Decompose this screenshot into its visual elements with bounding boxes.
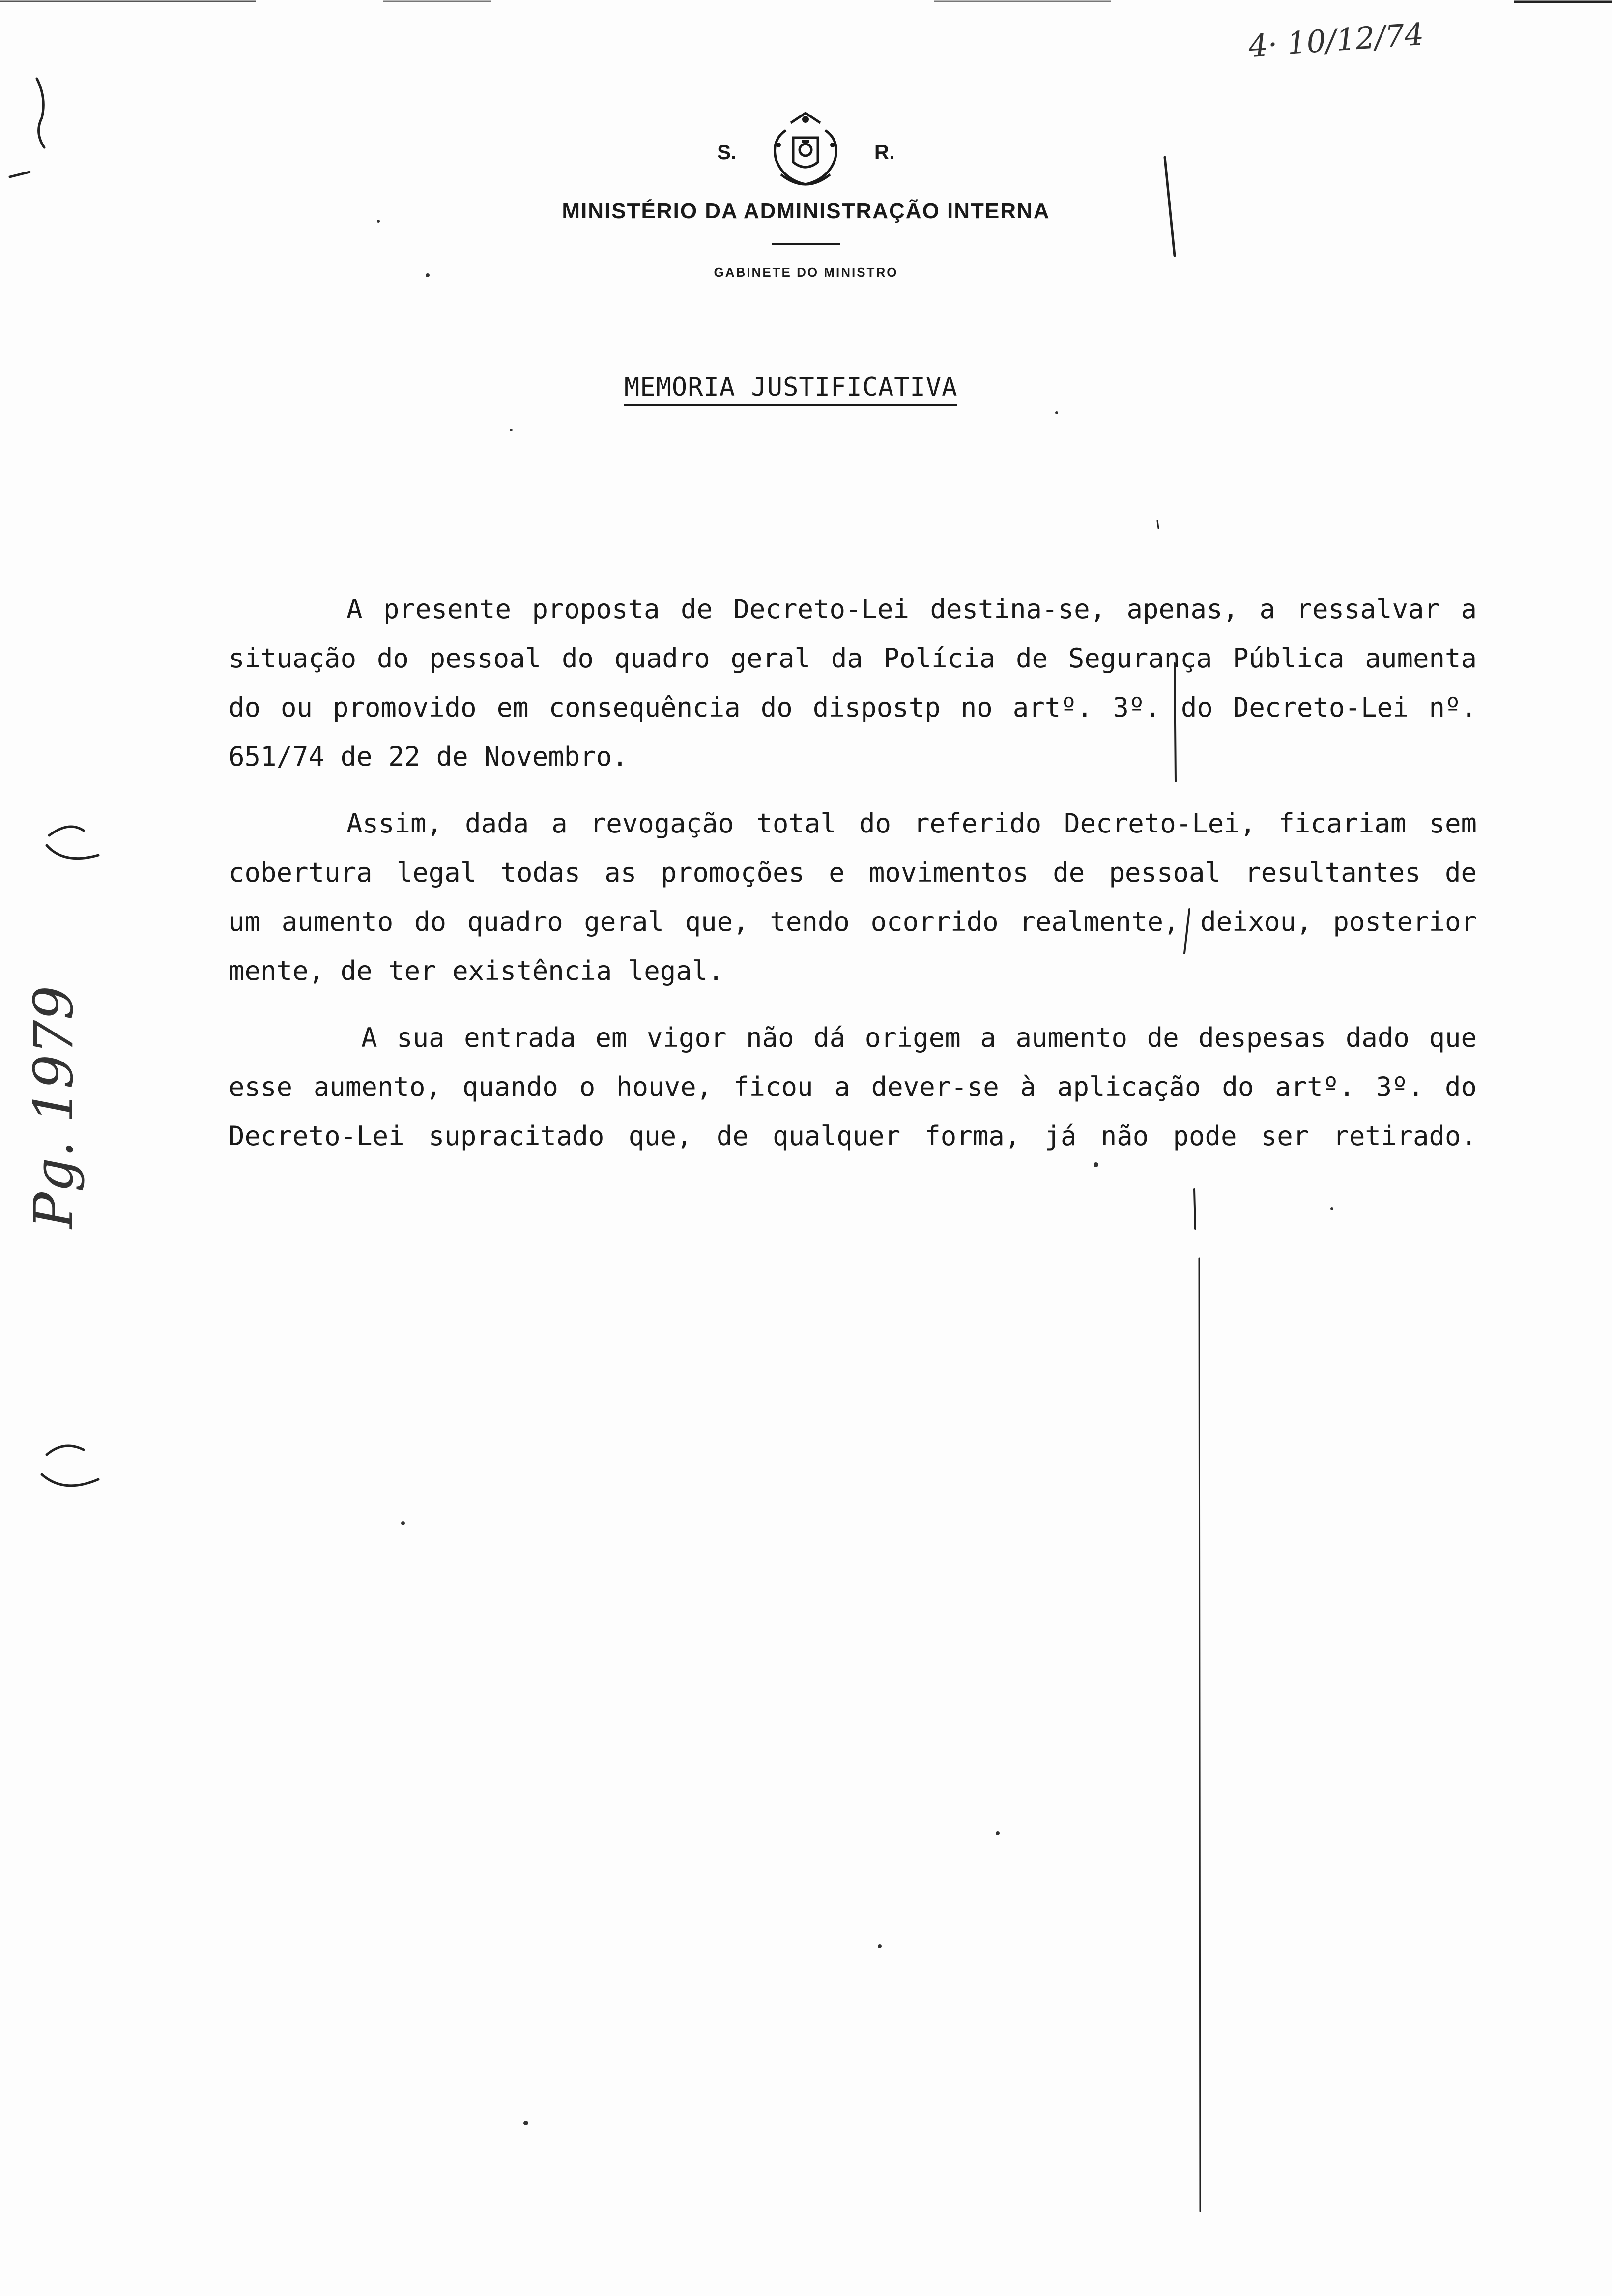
text-line: mente, de ter existência legal. <box>229 955 724 986</box>
text-line: um aumento do quadro geral que, tendo ocorrido realmente, deixou, posterior <box>229 906 1477 937</box>
letterhead-left-letter: S. <box>717 141 737 164</box>
handwritten-margin-note: Pg. 1979 <box>22 985 85 1229</box>
text-line: do ou promovido em consequência do dispostp no artº. 3º. do Decreto-Lei nº. <box>229 692 1477 723</box>
text-line: Decreto-Lei supracitado que, de qualquer forma, já não pode ser retirado. <box>229 1120 1477 1151</box>
text-line: 651/74 de 22 de Novembro. <box>229 741 628 772</box>
text-line: A sua entrada em vigor não dá origem a aumento de despesas dado que <box>361 1022 1477 1053</box>
text-line: Assim, dada a revogação total do referido Decreto-Lei, ficariam sem <box>346 808 1477 839</box>
cabinet-name: GABINETE DO MINISTRO <box>714 265 898 280</box>
handwritten-date-note: 4· 10/12/74 <box>1247 16 1425 64</box>
text-line: A presente proposta de Decreto-Lei destina-se, apenas, a ressalvar a <box>346 594 1477 625</box>
text-line: cobertura legal todas as promoções e movimentos de pessoal resultantes de <box>229 857 1477 888</box>
ministry-name: MINISTÉRIO DA ADMINISTRAÇÃO INTERNA <box>562 199 1050 223</box>
letterhead-right-letter: R. <box>874 141 895 164</box>
text-line: situação do pessoal do quadro geral da Polícia de Segurança Pública aumenta <box>229 643 1477 674</box>
text-line: esse aumento, quando o houve, ficou a dever-se à aplicação do artº. 3º. do <box>229 1071 1477 1102</box>
document-title: MEMORIA JUSTIFICATIVA <box>624 373 957 406</box>
